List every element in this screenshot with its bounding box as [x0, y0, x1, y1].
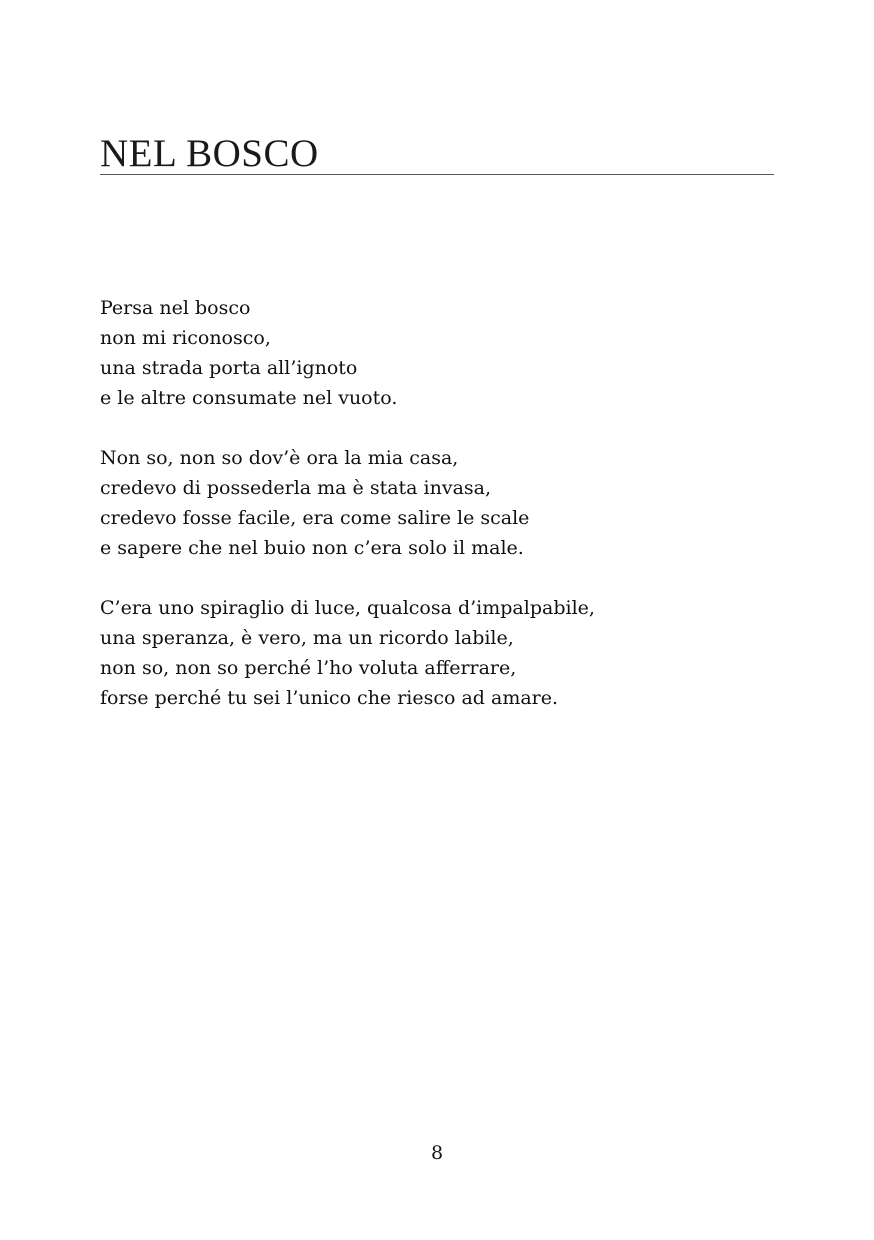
verse-line: una strada porta all’ignoto	[100, 357, 358, 379]
poem-body	[100, 293, 780, 743]
verse-line: non so, non so perché l’ho voluta afferrare,	[100, 657, 517, 679]
verse-line: Non so, non so dov’è ora la mia casa,	[100, 447, 459, 469]
verse-line: credevo di possederla ma è stata invasa,	[100, 477, 492, 499]
title-underline-divider	[100, 174, 774, 175]
page-title: NEL BOSCO	[100, 132, 319, 175]
verse-line: e le altre consumate nel vuoto.	[100, 387, 398, 409]
verse-line: C’era uno spiraglio di luce, qualcosa d’impalpabile,	[100, 597, 595, 619]
verse-line: una speranza, è vero, ma un ricordo labile,	[100, 627, 514, 649]
stanza-1	[100, 293, 780, 413]
page-number: 8	[430, 1142, 444, 1164]
verse-line: Persa nel bosco	[100, 297, 251, 319]
stanza-3	[100, 593, 780, 713]
verse-line: credevo fosse facile, era come salire le scale	[100, 507, 530, 529]
stanza-2	[100, 443, 780, 563]
verse-line: e sapere che nel buio non c’era solo il male.	[100, 537, 524, 559]
verse-line: non mi riconosco,	[100, 327, 271, 349]
verse-line: forse perché tu sei l’unico che riesco ad amare.	[100, 687, 559, 709]
